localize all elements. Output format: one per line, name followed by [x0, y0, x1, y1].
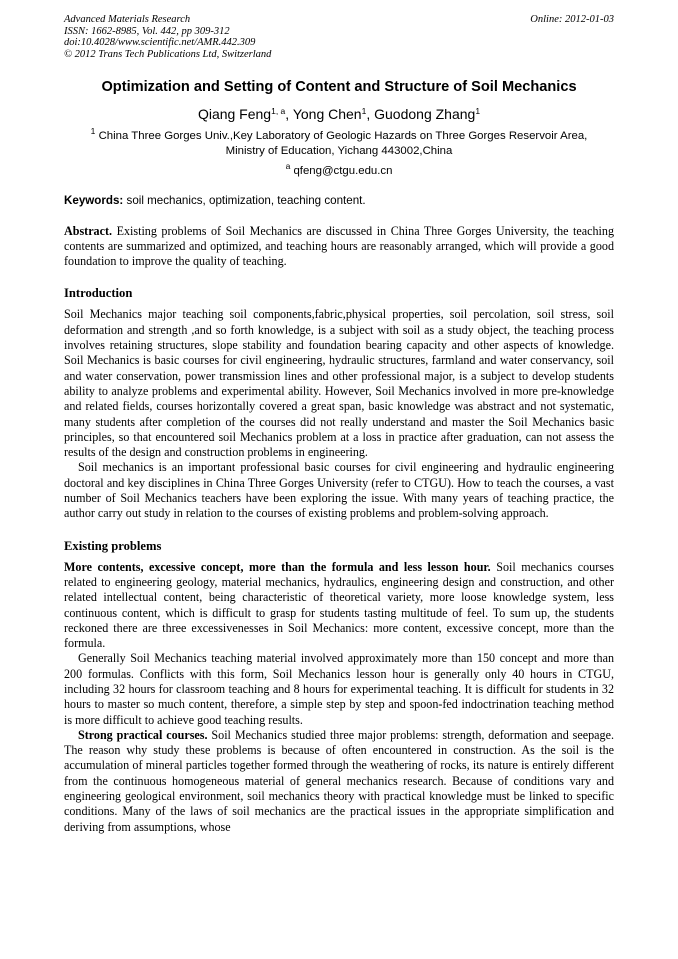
paragraph: Generally Soil Mechanics teaching material involved approximately more than 150 concept and more than 200 formulas. Conflicts with this form, Soil Mechanics lesson hour is generally only 40 hours in CTGU, including 32 hours for classroom teaching and 8 hours for experimental teaching. It is difficult for students in 32 hours to master so much content, therefore, a simple step by step and spoon-fed indoctrination teaching method is more difficult to achieve good teaching results.: [64, 651, 614, 727]
author-name: Yong Chen: [292, 106, 362, 123]
author-affiliation-mark: 1, a: [271, 106, 286, 117]
abstract-label: Abstract.: [64, 223, 113, 238]
author-name: Guodong Zhang: [374, 106, 476, 123]
email-mark: a: [285, 160, 291, 171]
section-heading-existing-problems: Existing problems: [64, 538, 162, 553]
author-separator: ,: [285, 106, 293, 123]
keywords-text: soil mechanics, optimization, teaching content.: [126, 193, 366, 207]
issn-line: ISSN: 1662-8985, Vol. 442, pp 309-312: [64, 25, 230, 37]
paragraph: [64, 560, 614, 652]
author-email: [64, 160, 614, 178]
keywords-label: Keywords:: [64, 193, 124, 207]
paper-title: Optimization and Setting of Content and Structure of Soil Mechanics: [101, 79, 577, 96]
doi-line: doi:10.4028/www.scientific.net/AMR.442.309: [64, 37, 256, 49]
affiliation-line-2: Ministry of Education, Yichang 443002,China: [225, 144, 453, 157]
author-affiliation-mark: 1: [475, 106, 481, 117]
paragraph-text: Soil Mechanics studied three major problems: strength, deformation and seepage. The reason why study these problems is because of often encountered in construction. As the soil is the accumulation of mineral particles together formed through the weathering of rocks, its nature is entirely different from the continuous homogeneous material of general mechanics research. Because of conditions vary and engineering geological environment, soil mechanics theory with practical knowledge must be linked to specific conditions. Many of the laws of soil mechanics are the practical issues in the appropriate simplification and deriving from assumptions, whose: [64, 727, 614, 834]
email-address: qfeng@ctgu.edu.cn: [293, 164, 393, 177]
online-date: Online: 2012-01-03: [530, 14, 614, 25]
journal-name: Advanced Materials Research: [64, 14, 191, 25]
author-list: [64, 105, 614, 123]
journal-header: [64, 14, 614, 60]
author-affiliation-mark: 1: [361, 106, 367, 117]
affiliation-mark: 1: [90, 126, 96, 137]
keywords: [64, 194, 614, 208]
author-separator: ,: [366, 106, 375, 123]
abstract: [64, 224, 614, 270]
paragraph: [64, 728, 614, 835]
copyright-line: © 2012 Trans Tech Publications Ltd, Switzerland: [64, 48, 272, 60]
paragraph-lead: More contents, excessive concept, more than the formula and less lesson hour.: [64, 559, 491, 574]
affiliation: [64, 126, 614, 158]
affiliation-line-1: China Three Gorges Univ.,Key Laboratory of Geologic Hazards on Three Gorges Reservoir Area,: [98, 130, 588, 143]
paragraph: Soil mechanics is an important professional basic courses for civil engineering and hydraulic engineering doctoral and key disciplines in China Three Gorges University (refer to CTGU). How to teach the courses, a vast number of Soil Mechanics teachers have been exploring the issue. With many years of teaching practice, the author carry out study in relation to the courses of existing problems and problem-solving approach.: [64, 460, 614, 521]
paragraph: Soil Mechanics major teaching soil components,fabric,physical properties, soil percolation, soil stress, soil deformation and strength ,and so forth knowledge, is a subject with soil as a study object, the teaching process involves retaining structures, slope stability and foundation bearing capacity and other aspects of knowledge. Soil Mechanics is basic courses for civil engineering, hydraulic structures, farmland and water conservancy, soil and water conservation, power transmission lines and other professional major, is a subject to develop students ability to analyze problems and experimental ability. However, Soil Mechanics involved in more pre-knowledge and related fields, courses horizontally covered a great span, basic knowledge was abstract and not systematic, many students after completion of the courses did not really understand and master the Soil Mechanics basic principles, so that encountered soil Mechanics problem at a loss in practice after graduation, can not assess the results of the design and construction problems in engineering.: [64, 307, 614, 460]
paragraph-lead: Strong practical courses.: [78, 727, 208, 742]
author-name: Qiang Feng: [197, 106, 272, 123]
section-heading-introduction: Introduction: [64, 286, 133, 301]
abstract-text: Existing problems of Soil Mechanics are discussed in China Three Gorges University, the teaching contents are summarized and optimized, and teaching hours are reasonably arranged, which will provide a good foundation to improve the quality of teaching.: [64, 223, 614, 269]
paragraph-text: Soil mechanics courses related to engineering geology, material mechanics, hydraulics, engineering design and construction, and other related intellectual content, being characteristic of theoretical variety, more loose knowledge system, less continuous content, which is difficult to grasp for students tasting multitude of feel. To sum up, the students reckoned there are three excessivenesses in Soil Mechanics: more content, excessive concept, more than the formula.: [64, 559, 615, 651]
